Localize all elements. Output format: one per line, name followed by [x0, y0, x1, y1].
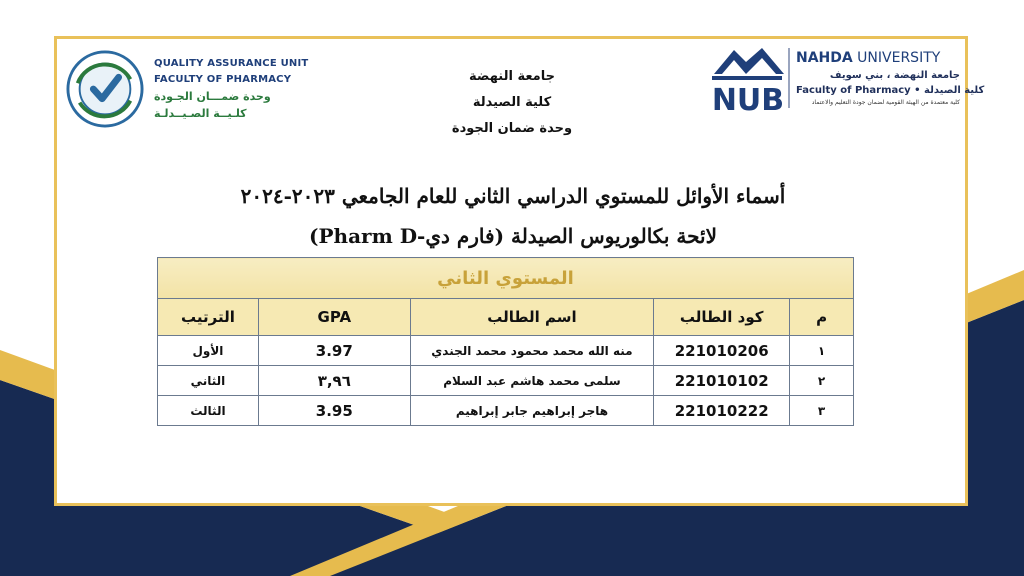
unit-name: وحدة ضمان الجودة	[451, 121, 573, 136]
student-name: منه الله محمد محمود محمد الجندي	[410, 336, 654, 366]
student-gpa: 3.95	[258, 396, 410, 426]
quality-unit-text	[154, 56, 314, 122]
top-students-table	[157, 257, 854, 426]
qa-english-line1: QUALITY ASSURANCE UNIT	[154, 58, 309, 69]
level-band: المستوي الثاني	[158, 258, 854, 299]
row-index: ٢	[790, 366, 854, 396]
nub-letters: NUB	[711, 83, 785, 114]
student-rank: الثاني	[158, 366, 259, 396]
table-header-row	[158, 299, 854, 336]
header-rank: الترتيب	[158, 299, 259, 336]
document-title: أسماء الأوائل للمستوي الدراسي الثاني للعام الجامعي ٢٠٢٣-٢٠٢٤	[240, 184, 786, 208]
student-rank: الأول	[158, 336, 259, 366]
document-subtitle: لائحة بكالوريوس الصيدلة (فارم دي-Pharm D)	[309, 224, 717, 248]
student-code: 221010206	[654, 336, 790, 366]
qa-english-line2: FACULTY OF PHARMACY	[154, 74, 292, 85]
student-gpa: 3.97	[258, 336, 410, 366]
faculty-name: كلية الصيدلة	[472, 95, 552, 110]
student-code: 221010102	[654, 366, 790, 396]
table-row	[158, 396, 854, 426]
qa-arabic-line2: كلـيــة الصـيــدلـة	[154, 107, 247, 120]
university-english-name: NAHDA UNIVERSITY	[796, 50, 941, 66]
student-name: سلمى محمد هاشم عبد السلام	[410, 366, 654, 396]
university-arabic-name: جامعة النهضة ، بني سويف	[829, 70, 960, 81]
header-index: م	[790, 299, 854, 336]
student-name: هاجر إبراهيم جابر إبراهيم	[410, 396, 654, 426]
student-gpa: ٣,٩٦	[258, 366, 410, 396]
table-row	[158, 336, 854, 366]
table-row	[158, 366, 854, 396]
row-index: ٣	[790, 396, 854, 426]
nub-logo	[706, 44, 790, 114]
header-code: كود الطالب	[654, 299, 790, 336]
accreditation-note: كلية معتمدة من الهيئة القومية لضمان جودة التعليم والاعتماد	[811, 99, 960, 106]
header-name: اسم الطالب	[410, 299, 654, 336]
quality-assurance-logo	[66, 50, 144, 128]
institution-header	[400, 64, 624, 142]
header-gpa: GPA	[258, 299, 410, 336]
university-name: جامعة النهضة	[469, 69, 555, 84]
university-branding	[788, 48, 985, 108]
qa-arabic-line1: وحدة ضمـــان الجـودة	[154, 90, 271, 103]
student-code: 221010222	[654, 396, 790, 426]
faculty-bilingual: Faculty of Pharmacy • كلية الصيدلة	[796, 85, 985, 96]
student-rank: الثالث	[158, 396, 259, 426]
row-index: ١	[790, 336, 854, 366]
